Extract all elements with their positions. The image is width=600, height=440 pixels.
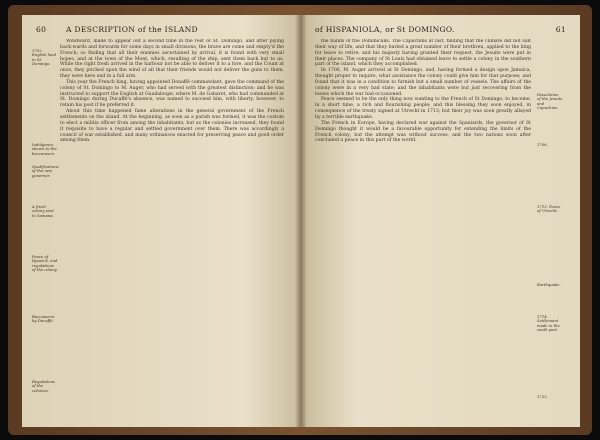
right-page-text [315,39,531,417]
paragraph: the hands of the Dominicans. The Capuchins at last, finding that the climate did not suit their way of life, and that they buried a great number of their brethren, applied to the king for leave to retire; and his majesty having granted their request, the Jesuits were put in their places. The company of St Louis had obtained leave to settle a colony in the southern part of the island, which they accomplished. [315,39,531,68]
page-number-right: 61 [555,25,566,34]
paragraph: The French in Europe, having declared war against the Spaniards, the governor of St Domingo thought it would be a favourable opportunity for extending the limits of the French colony; but the attempt was without success, and the two nations soon after concluded a peace in this part of the world. [315,120,531,144]
left-page-text [60,39,284,417]
margin-note: Regulations of the colonies. [32,379,55,393]
book-gutter [295,15,307,427]
margin-note: Earthquake. [537,282,561,287]
margin-note: A fresh colony sent to Samana. [32,204,54,218]
paragraph: Windward, made to appear out a second time in the rest of St. Domingo, and after plying back-wards and forwards for some days in small divisions, the brave are come and empty'd the French; so finding that all their enemies ascertained by arrival, it is found with very small hopes, and at the town of the Mont, which, resulting of the ship, sent them back but to us. While the right fresh arrived in the harbour not be able to deliver it to a fore, and the Count at once, they pitched upon the wind of all that their friends would not deliver the guns to them, they were here and in a full arm. [60,39,284,80]
margin-note: 1706. [537,142,548,147]
margin-note: 1722. [537,394,548,399]
paragraph: This year the French king, having appointed Donaffé commandant, gave the command of the colony of St. Domingo to M. Auger, who had served with the greatest distinction; and he was instructed to support the English at Guadaloupe, where M. de Gabaret, who had commanded at St. Domingo during Ducaffé's absence, was named to succeed him, with liberty, however, to retain his post if he preferred it. [60,79,284,109]
page-number-left: 60 [36,25,47,34]
paragraph: Peace seemed to be the only thing now wanting to the French of St Domingo, to become, in a short time, a rich and flourishing people; and this blessing they soon enjoyed, in consequence of the treaty signed at Utrecht in 1713; but their joy was soon greatly allayed by a terrible earthquake. [315,97,531,120]
running-header-right: of HISPANIOLA, or St DOMINGO. [315,25,455,34]
paragraph: About this time happened fame alterations in the general government of the French settlements on the island. At the beginning, as soon as a parish was formed, it was the custom to elect a militia officer from among the inhabitants; but as the colonies increased, they found it requisite to have a regular and settled government over them. There was accordingly a council of war established, and many ordinances enacted for preserving peace and good order among them. [60,109,284,144]
margin-note: Dissolution of the Jesuits and Capuchins. [537,92,563,111]
margin-note: 1714. Settlement made in the south part. [537,314,560,333]
running-header-left: A DESCRIPTION of the ISLAND [66,25,198,34]
paragraph: In 1706, M. Auger arrived at St Domingo, and, having formed a design upon Jamaica, thought proper to inquire, what assistance the colony could give him for that purpose; and found that it was in a condition to furnish but a small number of vessels. The affairs of the colony were in a very bad state; and the inhabitants were but just recovering from the losses which the war had occasioned. [315,68,531,97]
margin-note: Buccaneers by Ducaffé. [32,314,55,324]
margin-note: Peace of Ryswick, and regulations of the colony. [32,254,58,273]
margin-note: Indulgence shewn to the buccaneers. [32,142,57,156]
open-book [8,5,592,435]
left-page [22,15,301,427]
margin-note: 1702. English land in St. Domingo. [32,48,57,67]
margin-note: Qualifications of the new governor. [32,164,59,178]
right-page [301,15,580,427]
margin-note: 1713. Peace of Utrecht. [537,204,561,214]
